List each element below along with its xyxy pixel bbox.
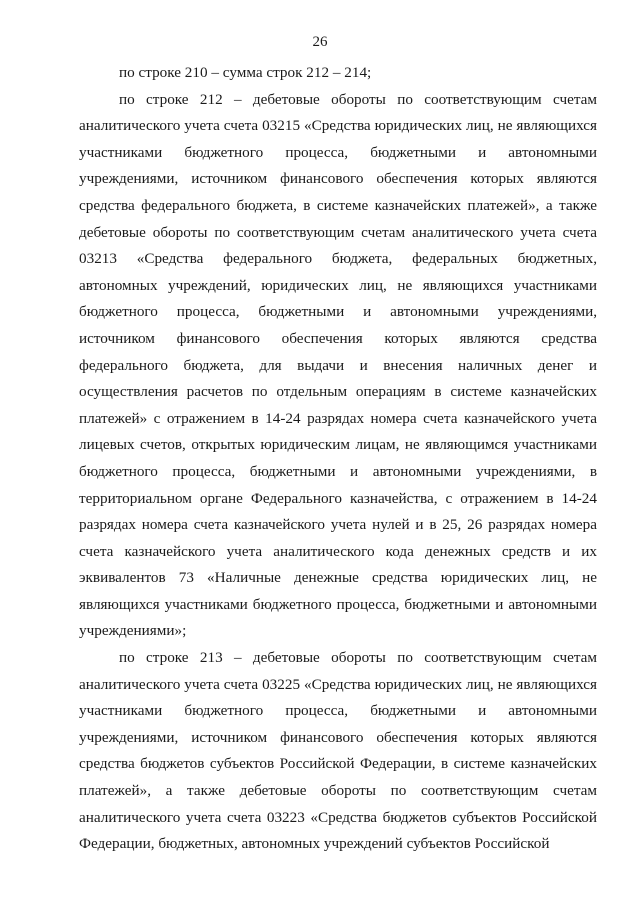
text-line: платежей», а также дебетовые обороты по соответствующим счетам <box>79 782 597 800</box>
text-line: 03213 «Средства федерального бюджета, федеральных бюджетных, <box>79 250 597 268</box>
text-line: счета казначейского учета аналитического кода денежных средств и их <box>79 542 597 560</box>
text-line: учреждениями»; <box>79 622 187 640</box>
text-line: учреждениями, источником финансового обеспечения которых являются <box>79 170 597 188</box>
text-line: являющихся участниками бюджетного процесса, бюджетными и автономными <box>79 595 597 613</box>
text-line: Федерации, бюджетных, автономных учреждений субъектов Российской <box>79 835 550 853</box>
text-line: по строке 213 – дебетовые обороты по соответствующим счетам <box>119 649 597 667</box>
text-line: осуществления расчетов по отдельным операциям в системе казначейских <box>79 383 597 401</box>
text-line: дебетовые обороты по соответствующим счетам аналитического учета счета <box>79 223 597 241</box>
text-line: источником финансового обеспечения которых являются средства <box>79 329 597 347</box>
text-line: аналитического учета счета 03225 «Средства юридических лиц, не являющихся <box>79 675 597 693</box>
text-line: бюджетного процесса, бюджетными и автономными учреждениями, в <box>79 462 597 480</box>
text-line: эквивалентов 73 «Наличные денежные средства юридических лиц, не <box>79 569 597 587</box>
text-line: федерального бюджета, для выдачи и внесения наличных денег и <box>79 356 597 374</box>
text-line: по строке 210 – сумма строк 212 – 214; <box>119 64 372 81</box>
text-line: участниками бюджетного процесса, бюджетными и автономными <box>79 702 597 720</box>
text-line: разрядах номера счета казначейского учета нулей и в 25, 26 разрядах номера <box>79 516 597 534</box>
page-number: 26 <box>312 34 328 50</box>
text-line: аналитического учета счета 03223 «Средства бюджетов субъектов Российской <box>79 808 597 826</box>
text-line: средства федерального бюджета, в системе казначейских платежей», а также <box>79 196 597 214</box>
text-line: учреждениями, источником финансового обеспечения которых являются <box>79 728 597 746</box>
text-line: аналитического учета счета 03215 «Средства юридических лиц, не являющихся <box>79 117 597 135</box>
text-line: территориальном органе Федерального казначейства, с отражением в 14-24 <box>79 489 597 507</box>
text-line: лицевых счетов, открытых юридическим лицам, не являющимся участниками <box>79 436 597 454</box>
text-line: бюджетного процесса, бюджетными и автономными учреждениями, <box>79 303 597 321</box>
text-line: средства бюджетов субъектов Российской Федерации, в системе казначейских <box>79 755 597 773</box>
document-body <box>79 60 597 858</box>
paragraph <box>79 645 597 858</box>
paragraph <box>79 87 597 645</box>
text-line: участниками бюджетного процесса, бюджетными и автономными <box>79 143 597 161</box>
paragraph <box>79 60 597 87</box>
text-line: по строке 212 – дебетовые обороты по соответствующим счетам <box>119 90 597 108</box>
text-line: платежей» с отражением в 14-24 разрядах номера счета казначейского учета <box>79 409 597 427</box>
text-line: автономных учреждений, юридических лиц, не являющихся участниками <box>79 276 597 294</box>
